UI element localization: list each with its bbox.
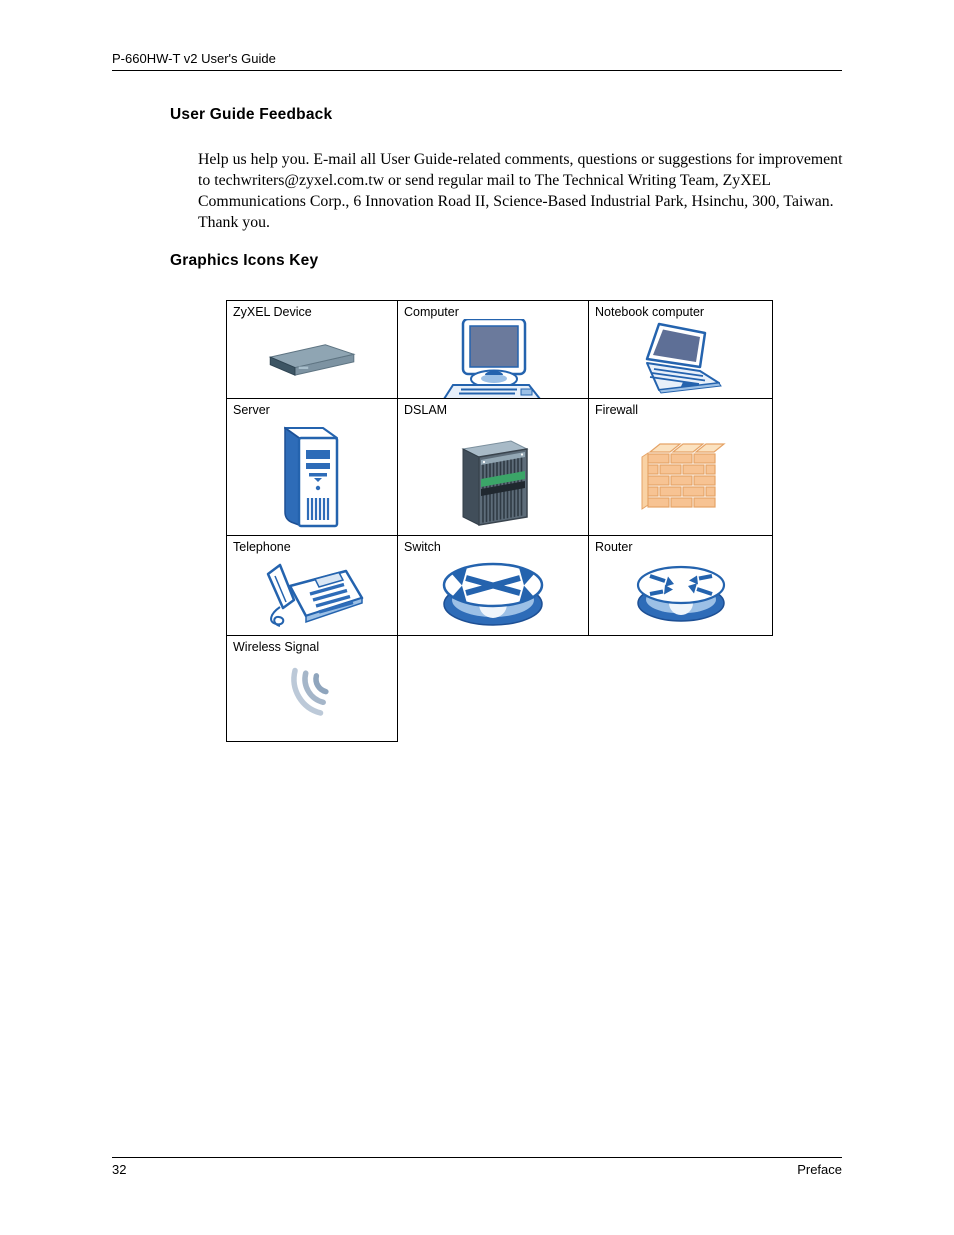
icon-label: Telephone xyxy=(233,540,291,554)
notebook-computer-icon xyxy=(639,322,723,396)
cell-switch xyxy=(398,536,589,636)
table-row xyxy=(227,536,773,636)
firewall-icon xyxy=(636,441,726,511)
cell-dslam xyxy=(398,399,589,536)
footer-page-number: 32 xyxy=(112,1162,127,1177)
table-row xyxy=(227,399,773,536)
wireless-signal-icon xyxy=(287,667,337,729)
dslam-icon xyxy=(453,423,533,529)
table-row xyxy=(227,636,773,742)
graphics-icons-table xyxy=(226,300,773,742)
icon-label: Notebook computer xyxy=(595,305,705,319)
footer-rule xyxy=(112,1157,842,1158)
switch-icon xyxy=(440,560,547,630)
icon-label: Firewall xyxy=(595,403,639,417)
feedback-paragraph: Help us help you. E-mail all User Guide-related comments, questions or suggestions for improvement to techwriters@zyxel.com.tw or send regular mail to The Technical Writing Team, ZyXEL Communications Corp., 6 Innovation Road II, Science-Based Industrial Park, Hsinchu, 300, Taiwan. Thank you. xyxy=(198,151,843,231)
cell-firewall xyxy=(589,399,773,536)
router-icon xyxy=(635,565,727,625)
header-rule xyxy=(112,70,842,71)
icon-label: Switch xyxy=(404,540,441,554)
cell-telephone xyxy=(227,536,398,636)
cell-router xyxy=(589,536,773,636)
cell-wireless-signal xyxy=(227,636,398,742)
footer-section-name: Preface xyxy=(797,1162,842,1177)
icon-label: Router xyxy=(595,540,633,554)
computer-icon xyxy=(441,319,545,398)
section-heading-user-guide-feedback: User Guide Feedback xyxy=(170,106,333,123)
icon-label: Wireless Signal xyxy=(233,640,320,654)
table-row xyxy=(227,301,773,399)
cell-computer xyxy=(398,301,589,399)
section-heading-graphics-icons-key: Graphics Icons Key xyxy=(170,252,319,269)
icon-label: Server xyxy=(233,403,270,417)
icon-label: DSLAM xyxy=(404,403,448,417)
cell-zyxel-device xyxy=(227,301,398,399)
header-title: P-660HW-T v2 User's Guide xyxy=(112,51,276,66)
icon-label: Computer xyxy=(404,305,459,319)
icon-label: ZyXEL Device xyxy=(233,305,312,319)
server-icon xyxy=(281,424,343,528)
zyxel-device-icon xyxy=(260,340,365,378)
cell-server xyxy=(227,399,398,536)
cell-notebook-computer xyxy=(589,301,773,399)
telephone-icon xyxy=(260,562,364,628)
